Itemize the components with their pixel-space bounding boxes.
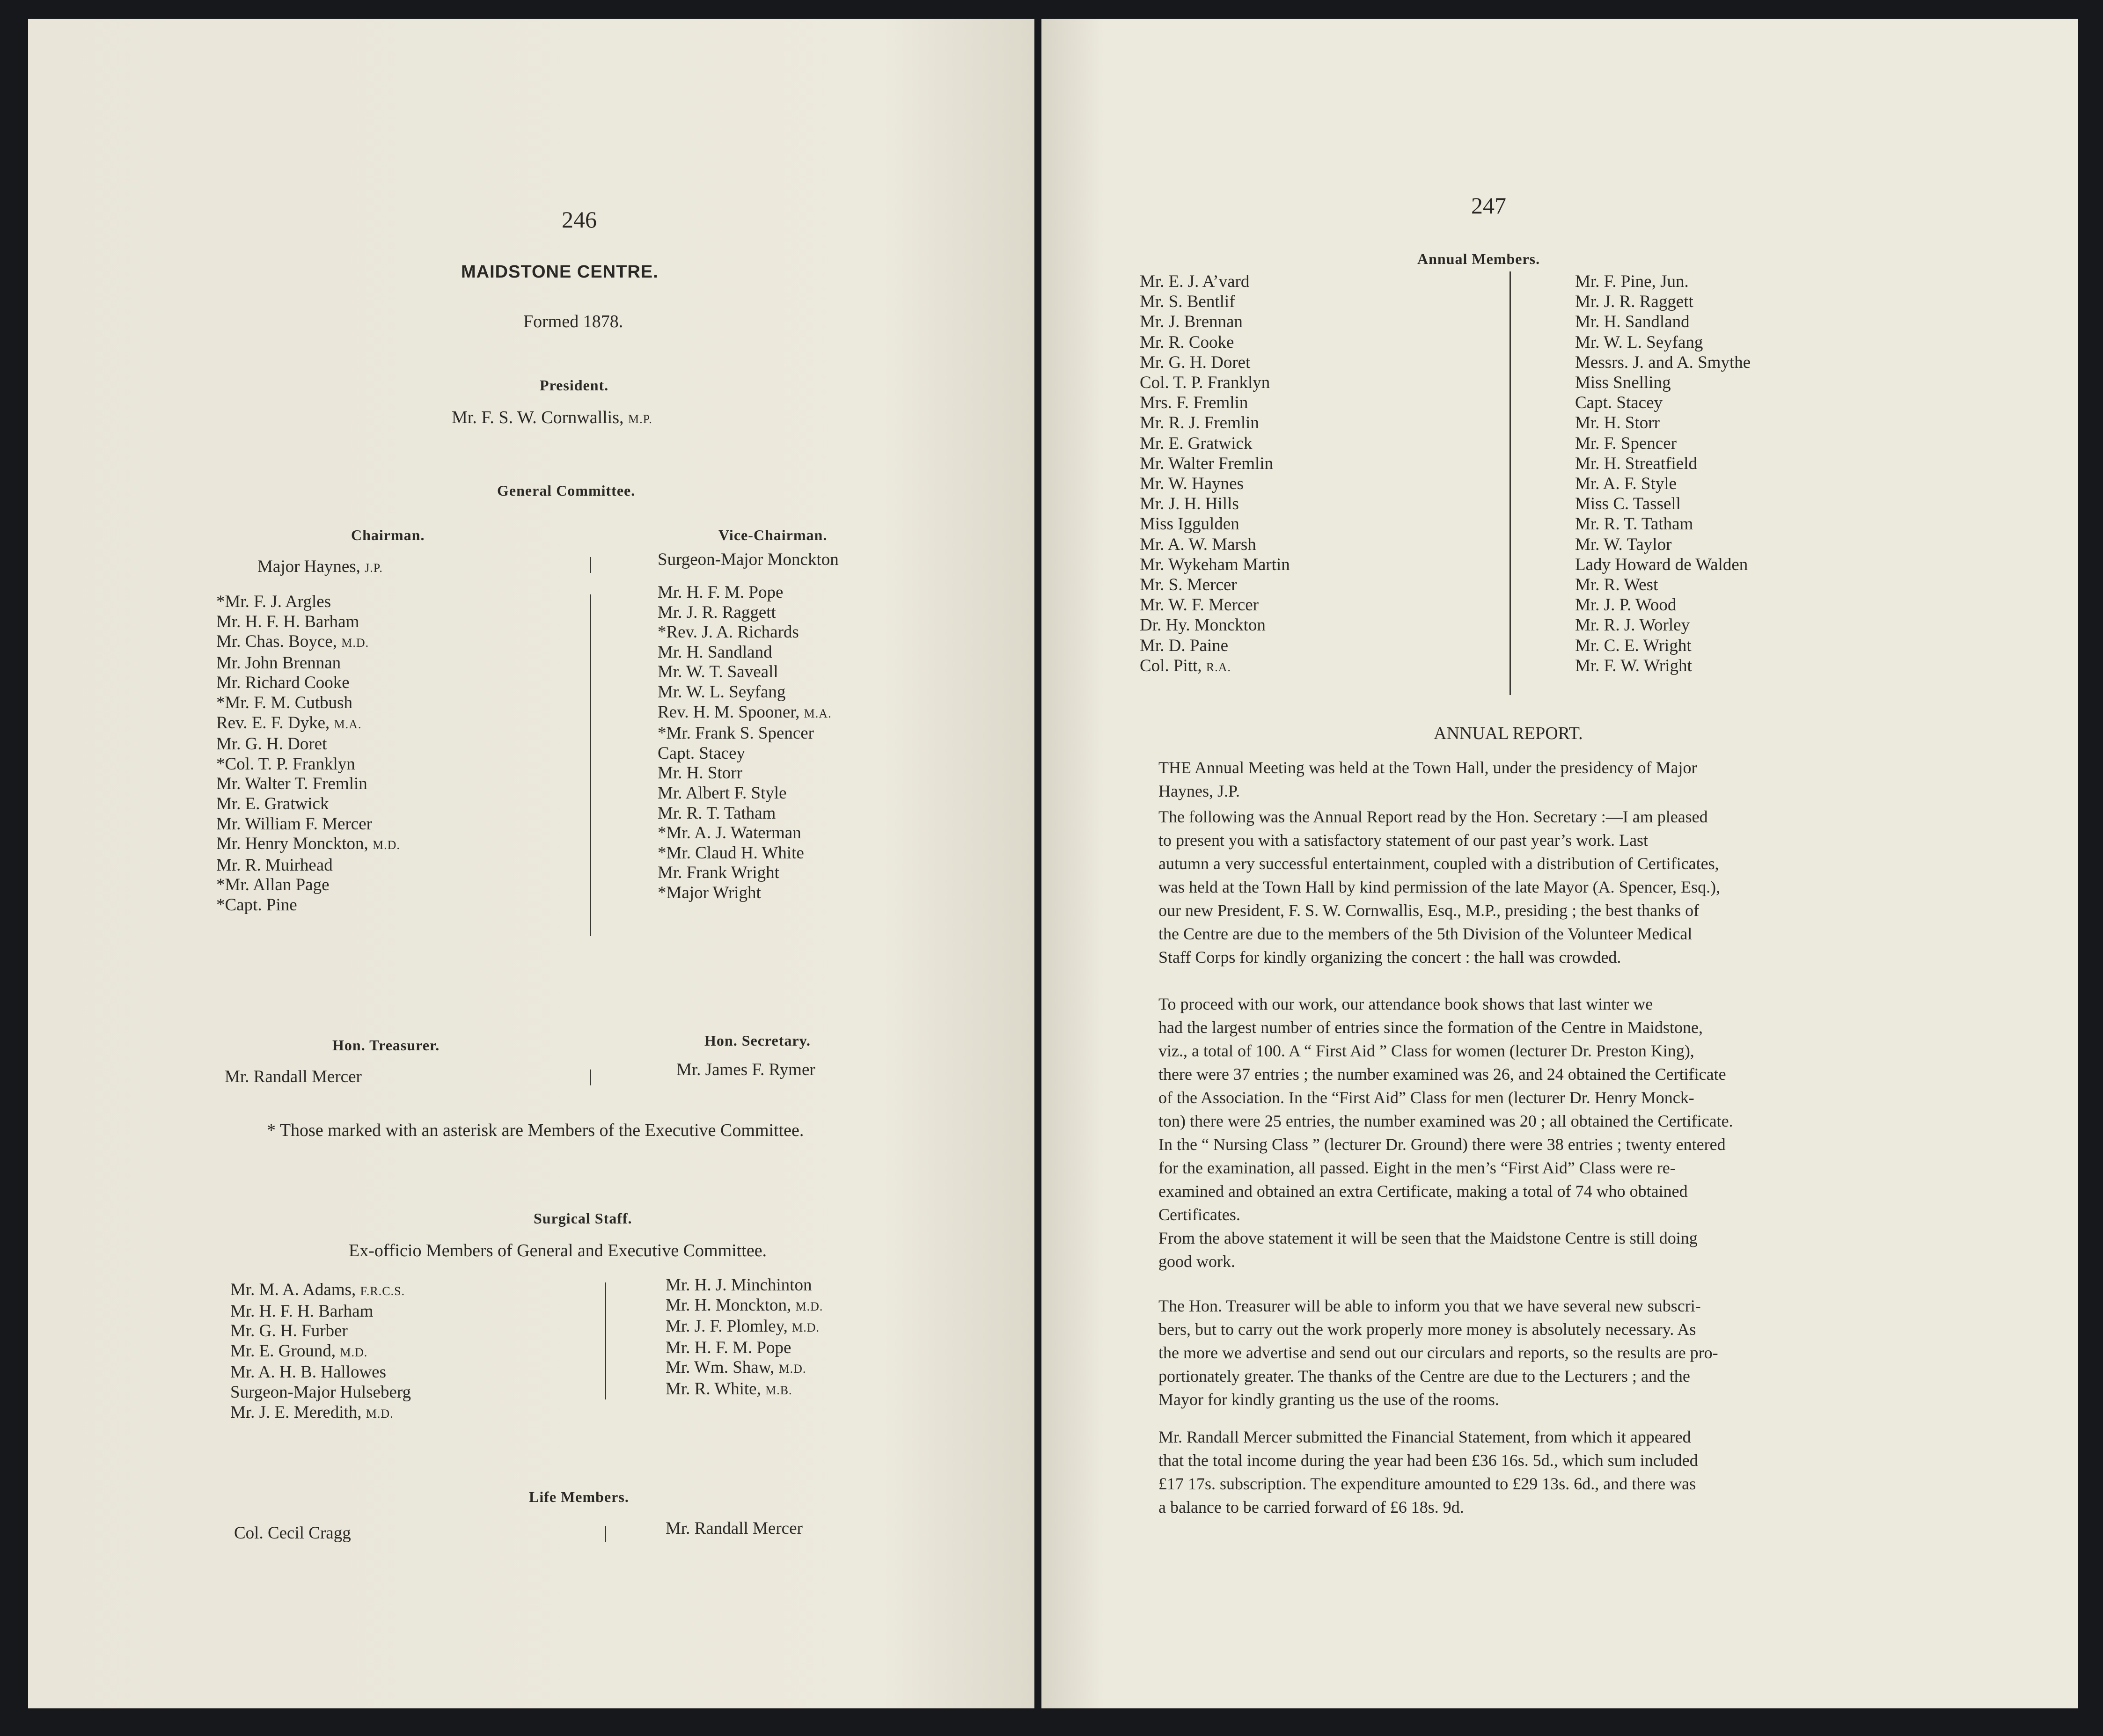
list-item: Mr. J. R. Raggett [1575,292,1693,312]
list-item: Mr. R. White, M.B. [666,1379,792,1399]
list-item: Mr. W. T. Saveall [658,662,778,682]
life-members-heading: Life Members. [529,1488,629,1505]
report-paragraph-3: To proceed with our work, our attendance book shows that last winter we had the largest number of entries since the formation of the Centre in Maidstone, viz., a total of 100. A “ First Aid ” Class for women (lecturer Dr. Preston King), there were 37 entries ; the number examined was 26, and 24 obtained the Certificate of the Association. In the “First Aid” Class for men (lecturer Dr. Henry Monck- ton) there were 25 entries, the number examined was 20 ; all obtained the Certificate. In the “ Nursing Class ” (lecturer Dr. Ground) there were 38 entries ; twenty entered for the examination, all passed. Eight in the men’s “First Aid” Class were re- examined and obtained an extra Certificate, making a total of 74 who obtained Certificates. [1158,995,1733,1224]
vice-chairman-heading: Vice-Chairman. [718,527,828,543]
list-item: Mr. A. F. Style [1575,474,1677,494]
president-name: Mr. F. S. W. Cornwallis, M.P. [452,408,652,427]
list-item: *Major Wright [658,883,761,902]
annual-members-left-list [1140,271,1290,677]
president-heading: President. [540,377,609,394]
list-item: Mr. W. L. Seyfang [1575,332,1703,352]
list-item: Mr. W. L. Seyfang [658,682,786,702]
page-number: 246 [562,206,597,233]
list-item: Mr. J. E. Meredith, M.D. [230,1402,394,1422]
list-item: Mr. E. Gratwick [1140,433,1253,453]
list-item: Surgeon-Major Hulseberg [230,1382,411,1402]
report-paragraph-1: THE Annual Meeting was held at the Town Hall, under the presidency of Major Haynes, J.P. [1158,758,1697,800]
list-item: *Mr. Frank S. Spencer [658,724,814,743]
list-item: Mr. H. F. M. Pope [658,583,784,602]
list-item: Rev. H. M. Spooner, M.A. [658,702,832,722]
list-item: Mr. J. Brennan [1140,312,1243,332]
surgical-staff-left-list [230,1280,411,1424]
list-item: Mr. E. Ground, M.D. [230,1341,368,1361]
list-item: Miss C. Tassell [1575,494,1681,514]
list-item: Mr. H. F. H. Barham [216,612,359,631]
hon-secretary-heading: Hon. Secretary. [704,1032,811,1049]
report-paragraph-2: The following was the Annual Report read by the Hon. Secretary :—I am pleased to present you with a satisfactory statement of our past year’s work. Last autumn a very successful entertainment, coupled with a distribution of Certificates, was held at the Town Hall by kind permission of the late Mayor (A. Spencer, Esq.), our new President, F. S. W. Cornwallis, Esq., M.P., presiding ; the best thanks of the Centre are due to the members of the 5th Division of the Volunteer Medical Staff Corps for kindly organizing the concert : the hall was crowded. [1158,807,1721,967]
chairman-name: Major Haynes, J.P. [257,557,383,576]
list-item: Mr. F. Spencer [1575,433,1677,453]
list-item: Mr. E. Gratwick [216,794,329,813]
list-item: Mr. Albert F. Style [658,783,787,803]
list-item: Mr. R. Muirhead [216,855,333,875]
list-item: Capt. Stacey [658,743,746,763]
life-member-right: Mr. Randall Mercer [666,1519,803,1538]
report-paragraph-6: Mr. Randall Mercer submitted the Financial Statement, from which it appeared that the total income during the year had been £36 16s. 5d., which sum included £17 17s. subscription. The expenditure amounted to £29 13s. 6d., and there was a balance to be carried forward of £6 18s. 9d. [1158,1428,1698,1516]
annual-members-heading: Annual Members. [1417,250,1540,267]
list-item: Mr. H. Storr [658,763,742,783]
list-item: Mr. H. J. Minchinton [666,1275,812,1295]
list-item: Mr. W. Haynes [1140,474,1244,494]
list-item: Mr. G. H. Doret [216,734,327,754]
report-paragraph-5: The Hon. Treasurer will be able to inform you that we have several new subscri- bers, but to carry out the work properly more money is absolutely necessary. As the more we advertise and send out our circulars and reports, so the results are pro- portionately greater. The thanks of the Centre are due to the Lecturers ; and the Mayor for kindly granting us the use of the rooms. [1158,1297,1718,1409]
list-item: *Mr. A. J. Waterman [658,823,801,843]
list-item: Mr. H. Monckton, M.D. [666,1295,823,1315]
chairman-heading: Chairman. [351,527,425,543]
list-item: Mr. S. Bentlif [1140,292,1235,312]
annual-members-right-list [1575,271,1751,676]
list-item: Mr. Henry Monckton, M.D. [216,834,400,854]
list-item: Mr. A. H. B. Hallowes [230,1362,386,1382]
list-item: Mr. G. H. Doret [1140,352,1251,372]
list-item: Mr. M. A. Adams, F.R.C.S. [230,1280,405,1299]
list-item: Mr. W. F. Mercer [1140,595,1259,615]
life-member-left: Col. Cecil Cragg [234,1524,351,1543]
surgical-staff-heading: Surgical Staff. [534,1210,632,1227]
surgical-staff-subtitle: Ex-officio Members of General and Executive Committee. [349,1241,767,1260]
list-item: Mr. Walter Fremlin [1140,454,1274,473]
list-item: Mr. F. Pine, Jun. [1575,272,1689,291]
list-item: Messrs. J. and A. Smythe [1575,352,1751,372]
list-item: Mr. R. T. Tatham [1575,514,1693,534]
list-item: Mr. Wm. Shaw, M.D. [666,1358,806,1377]
vice-chairman-name: Surgeon-Major Monckton [658,550,839,569]
list-item: *Rev. J. A. Richards [658,623,799,642]
list-item: Mr. J. P. Wood [1575,595,1677,615]
list-item: Mr. Chas. Boyce, M.D. [216,632,369,652]
list-item: Miss Snelling [1575,373,1671,393]
list-item: Miss Iggulden [1140,514,1239,534]
list-item: Mr. Richard Cooke [216,673,350,693]
general-committee-heading: General Committee. [497,482,636,499]
list-item: Mr. J. H. Hills [1140,494,1239,514]
asterisk-note: * Those marked with an asterisk are Members of the Executive Committee. [267,1121,804,1140]
list-item: *Mr. F. M. Cutbush [216,693,353,712]
annual-report-heading: ANNUAL REPORT. [1434,724,1583,743]
list-item: Lady Howard de Walden [1575,555,1748,574]
list-item: Mr. F. W. Wright [1575,656,1692,675]
list-item: Col. Pitt, R.A. [1140,656,1231,675]
list-item: *Mr. F. J. Argles [216,592,331,611]
list-item: Mr. R. West [1575,575,1658,595]
list-item: Mr. H. Sandland [658,642,772,662]
list-item: Col. T. P. Franklyn [1140,373,1270,393]
centre-title: MAIDSTONE CENTRE. [461,262,659,282]
formed-date: Formed 1878. [523,312,623,331]
list-item: Mr. H. Storr [1575,413,1660,433]
hon-treasurer-heading: Hon. Treasurer. [332,1037,440,1054]
right-page [1041,19,2078,1708]
list-item: Mr. Frank Wright [658,863,779,883]
list-item: Mr. C. E. Wright [1575,636,1692,655]
hon-treasurer-name: Mr. Randall Mercer [225,1067,362,1086]
list-item: Mr. E. J. A’vard [1140,272,1250,291]
list-item: Mr. William F. Mercer [216,814,372,834]
list-item: Mr. A. W. Marsh [1140,535,1256,554]
list-item: Mr. R. J. Worley [1575,615,1690,635]
list-item: Mr. H. Streatfield [1575,454,1698,473]
list-item: Mr. John Brennan [216,653,341,673]
list-item: Mr. Wykeham Martin [1140,555,1290,574]
list-item: Mr. W. Taylor [1575,535,1672,554]
list-item: Mr. H. F. H. Barham [230,1301,374,1321]
hon-secretary-name: Mr. James F. Rymer [676,1060,815,1079]
left-page [28,19,1034,1708]
list-item: Mr. R. T. Tatham [658,803,776,823]
list-item: Mrs. F. Fremlin [1140,393,1248,413]
list-item: Mr. S. Mercer [1140,575,1237,595]
list-item: Mr. J. R. Raggett [658,602,776,622]
list-item: Mr. J. F. Plomley, M.D. [666,1317,820,1336]
chairman-members-list [216,592,400,916]
list-item: Mr. R. J. Fremlin [1140,413,1259,433]
list-item: Rev. E. F. Dyke, M.A. [216,713,362,732]
list-item: Dr. Hy. Monckton [1140,615,1266,635]
surgical-staff-right-list [666,1275,823,1401]
page-number: 247 [1471,192,1506,219]
list-item: Mr. H. Sandland [1575,312,1690,332]
list-item: Mr. D. Paine [1140,636,1229,655]
list-item: Capt. Stacey [1575,393,1663,413]
list-item: Mr. G. H. Furber [230,1321,348,1341]
list-item: *Mr. Allan Page [216,875,330,895]
report-paragraph-4: From the above statement it will be seen that the Maidstone Centre is still doing good work. [1158,1229,1698,1271]
vice-chairman-members-list [658,583,832,903]
list-item: Mr. Walter T. Fremlin [216,774,367,794]
list-item: *Col. T. P. Franklyn [216,754,355,774]
list-item: Mr. R. Cooke [1140,332,1234,352]
list-item: Mr. H. F. M. Pope [666,1338,791,1357]
list-item: *Mr. Claud H. White [658,843,804,863]
list-item: *Capt. Pine [216,895,297,915]
